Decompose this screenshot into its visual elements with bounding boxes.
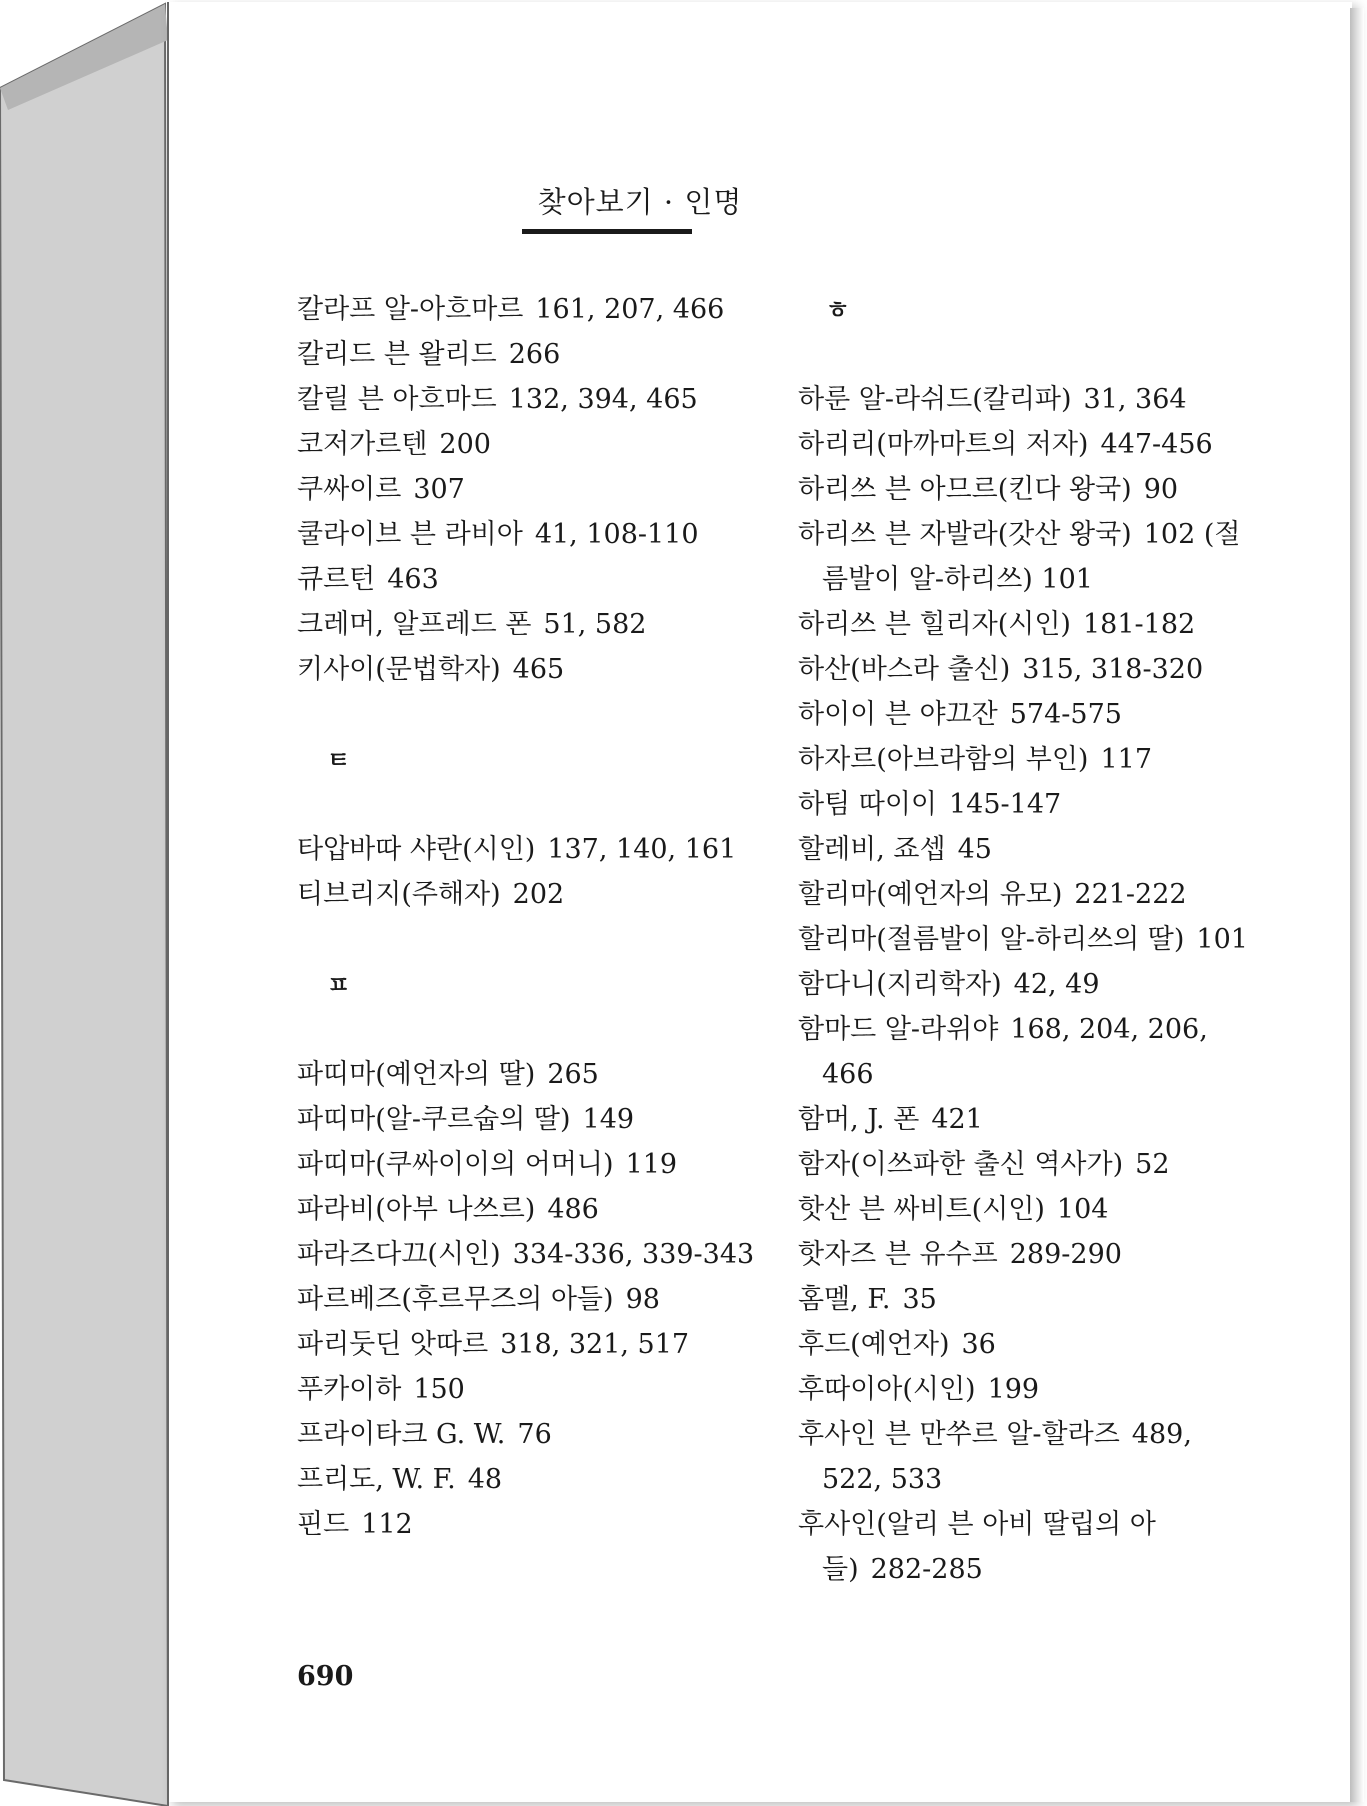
entry-pages: 463 xyxy=(387,564,439,595)
entry-pages: 486 xyxy=(547,1194,599,1225)
entry-name: 티브리지(주해자) xyxy=(297,879,501,910)
entry-pages: 200 xyxy=(439,429,491,460)
index-entry xyxy=(297,1187,757,1232)
index-entry xyxy=(297,332,757,377)
index-entry xyxy=(297,647,757,692)
index-entry xyxy=(297,287,757,332)
index-entry xyxy=(297,1277,757,1322)
entry-name: 칼리드 븐 왈리드 xyxy=(297,339,497,370)
index-entry xyxy=(798,737,1258,782)
entry-name: 쿠싸이르 xyxy=(297,474,402,505)
index-entry xyxy=(798,1187,1258,1232)
index-entry xyxy=(798,962,1258,1007)
entry-pages: 465 xyxy=(512,654,565,685)
entry-name: 파리둣딘 앗따르 xyxy=(297,1329,489,1360)
entry-pages: 489, 522, 533 xyxy=(822,1419,1192,1495)
index-entry xyxy=(798,1277,1258,1322)
index-entry xyxy=(798,692,1258,737)
entry-pages: 318, 321, 517 xyxy=(500,1329,690,1360)
entry-name: 프라이타크 G. W. xyxy=(297,1419,506,1450)
entry-name: 크레머, 알프레드 폰 xyxy=(297,609,532,640)
entry-pages: 104 xyxy=(1056,1194,1109,1225)
entry-pages: 117 xyxy=(1100,744,1153,775)
index-entry xyxy=(798,467,1258,512)
entry-name: 코저가르텐 xyxy=(297,429,428,460)
entry-name: 푸카이하 xyxy=(297,1374,402,1405)
index-entry xyxy=(297,1052,757,1097)
index-entry xyxy=(297,1322,757,1367)
entry-name: 타압바따 샤란(시인) xyxy=(297,834,536,865)
index-entry xyxy=(297,422,757,467)
entry-pages: 112 xyxy=(361,1509,413,1540)
index-entry xyxy=(798,1322,1258,1367)
entry-name: 파라즈다끄(시인) xyxy=(297,1239,501,1270)
entry-pages: 41, 108-110 xyxy=(534,519,699,550)
entry-name: 할레비, 죠셉 xyxy=(798,834,946,865)
entry-name: 후사인(알리 븐 아비 딸립의 아들) xyxy=(798,1509,1156,1585)
section-letter-h: ㅎ xyxy=(826,295,850,324)
entry-name: 후드(예언자) xyxy=(798,1329,950,1360)
index-entry xyxy=(297,1457,757,1502)
page-number: 690 xyxy=(297,1661,354,1692)
entry-name: 파라비(아부 나쓰르) xyxy=(297,1194,536,1225)
left-column xyxy=(297,287,757,1547)
entries-group-p xyxy=(297,1052,757,1547)
entry-pages: 101 xyxy=(1196,924,1248,955)
entry-name: 하팀 따이이 xyxy=(798,789,937,820)
entry-name: 칼릴 븐 아흐마드 xyxy=(297,384,497,415)
entry-name: 파띠마(알-쿠르숩의 딸) xyxy=(297,1104,571,1135)
index-entry xyxy=(297,1232,757,1277)
entries-group-k xyxy=(297,287,757,692)
entry-pages: 90 xyxy=(1143,474,1179,505)
entry-name: 하리쓰 븐 아므르(킨다 왕국) xyxy=(798,474,1132,505)
entry-pages: 421 xyxy=(931,1104,983,1135)
entry-name: 키사이(문법학자) xyxy=(297,654,501,685)
index-entry xyxy=(297,512,757,557)
entry-name: 후사인 븐 만쑤르 알-할라즈 xyxy=(798,1419,1120,1450)
entry-name: 핫자즈 븐 유수프 xyxy=(798,1239,998,1270)
entry-name: 하리쓰 븐 자발라(갓산 왕국) xyxy=(798,519,1132,550)
index-entry xyxy=(798,602,1258,647)
index-entry xyxy=(798,647,1258,692)
entry-pages: 161, 207, 466 xyxy=(535,294,725,325)
entry-name: 함머, J. 폰 xyxy=(798,1104,920,1135)
index-entry xyxy=(798,1007,1258,1097)
entry-name: 프리도, W. F. xyxy=(297,1464,456,1495)
entry-pages: 145-147 xyxy=(949,789,1062,820)
entry-pages: 282-285 xyxy=(870,1554,983,1585)
page-right-edge xyxy=(1350,8,1364,1802)
section-letter-p: ㅍ xyxy=(327,970,351,999)
index-entry xyxy=(798,1367,1258,1412)
index-entry xyxy=(297,602,757,647)
index-entry xyxy=(297,827,757,872)
entry-name: 하리리(마까마트의 저자) xyxy=(798,429,1089,460)
entry-name: 함다니(지리학자) xyxy=(798,969,1002,1000)
entry-name: 하자르(아브라함의 부인) xyxy=(798,744,1089,775)
index-entry xyxy=(798,827,1258,872)
index-entry xyxy=(297,1412,757,1457)
entry-pages: 52 xyxy=(1135,1149,1170,1180)
entry-name: 하산(바스라 출신) xyxy=(798,654,1011,685)
entry-name: 파띠마(쿠싸이이의 어머니) xyxy=(297,1149,614,1180)
entry-pages: 150 xyxy=(413,1374,465,1405)
entry-name: 핫산 븐 싸비트(시인) xyxy=(798,1194,1045,1225)
index-entry xyxy=(798,1142,1258,1187)
entry-pages: 51, 582 xyxy=(543,609,647,640)
entries-group-t xyxy=(297,827,757,917)
index-entry xyxy=(798,377,1258,422)
entry-pages: 42, 49 xyxy=(1013,969,1100,1000)
entry-name: 큐르턴 xyxy=(297,564,376,595)
index-entry xyxy=(798,917,1258,962)
index-entry xyxy=(297,557,757,602)
entry-name: 후따이아(시인) xyxy=(798,1374,976,1405)
entry-pages: 36 xyxy=(961,1329,996,1360)
entry-pages: 102 (절름발이 알-하리쓰) 101 xyxy=(822,519,1241,595)
index-entry xyxy=(297,1142,757,1187)
entry-name: 하리쓰 븐 힐리자(시인) xyxy=(798,609,1071,640)
entry-pages: 132, 394, 465 xyxy=(508,384,698,415)
running-head: 찾아보기 · 인명 xyxy=(537,185,743,219)
entry-pages: 48 xyxy=(467,1464,503,1495)
book-side-edge xyxy=(0,0,170,1806)
entry-pages: 149 xyxy=(582,1104,635,1135)
entry-pages: 315, 318-320 xyxy=(1022,654,1204,685)
entry-name: 핀드 xyxy=(297,1509,350,1540)
entry-name: 쿨라이브 븐 라비아 xyxy=(297,519,523,550)
entry-pages: 119 xyxy=(625,1149,678,1180)
entry-name: 할리마(절름발이 알-하리쓰의 딸) xyxy=(798,924,1185,955)
entries-group-h xyxy=(798,377,1258,1592)
entry-pages: 181-182 xyxy=(1082,609,1196,640)
entry-pages: 202 xyxy=(512,879,565,910)
entry-pages: 31, 364 xyxy=(1083,384,1187,415)
entry-pages: 307 xyxy=(413,474,465,505)
entry-pages: 35 xyxy=(902,1284,937,1315)
entry-name: 하룬 알-라쉬드(칼리파) xyxy=(798,384,1072,415)
entry-name: 파띠마(예언자의 딸) xyxy=(297,1059,536,1090)
entry-pages: 574-575 xyxy=(1009,699,1122,730)
entry-pages: 45 xyxy=(957,834,992,865)
entry-name: 함자(이쓰파한 출신 역사가) xyxy=(798,1149,1124,1180)
index-entry xyxy=(798,1097,1258,1142)
index-entry xyxy=(297,377,757,422)
entry-name: 파르베즈(후르무즈의 아들) xyxy=(297,1284,614,1315)
index-entry xyxy=(798,1232,1258,1277)
section-letter-t: ㅌ xyxy=(327,745,351,774)
right-column xyxy=(798,287,1258,1592)
entry-pages: 137, 140, 161 xyxy=(547,834,737,865)
entry-name: 칼라프 알-아흐마르 xyxy=(297,294,524,325)
running-head-rule xyxy=(522,229,692,234)
entry-pages: 266 xyxy=(508,339,561,370)
entry-pages: 76 xyxy=(517,1419,552,1450)
index-entry xyxy=(798,782,1258,827)
entry-name: 할리마(예언자의 유모) xyxy=(798,879,1063,910)
index-entry xyxy=(297,872,757,917)
entry-name: 하이이 븐 야끄잔 xyxy=(798,699,998,730)
entry-name: 홈멜, F. xyxy=(798,1284,891,1315)
index-entry xyxy=(297,1097,757,1142)
entry-pages: 334-336, 339-343 xyxy=(512,1239,755,1270)
index-entry xyxy=(297,1367,757,1412)
entry-pages: 447-456 xyxy=(1100,429,1213,460)
entry-pages: 199 xyxy=(987,1374,1040,1405)
entry-pages: 289-290 xyxy=(1009,1239,1122,1270)
entry-name: 함마드 알-라위야 xyxy=(798,1014,999,1045)
index-entry xyxy=(798,1412,1258,1502)
index-entry xyxy=(798,512,1258,602)
entry-pages: 221-222 xyxy=(1074,879,1187,910)
index-entry xyxy=(297,1502,757,1547)
index-entry xyxy=(798,422,1258,467)
entry-pages: 168, 204, 206, 466 xyxy=(822,1014,1208,1090)
index-entry xyxy=(798,1502,1258,1592)
entry-pages: 265 xyxy=(547,1059,599,1090)
index-entry xyxy=(798,872,1258,917)
entry-pages: 98 xyxy=(625,1284,660,1315)
index-entry xyxy=(297,467,757,512)
